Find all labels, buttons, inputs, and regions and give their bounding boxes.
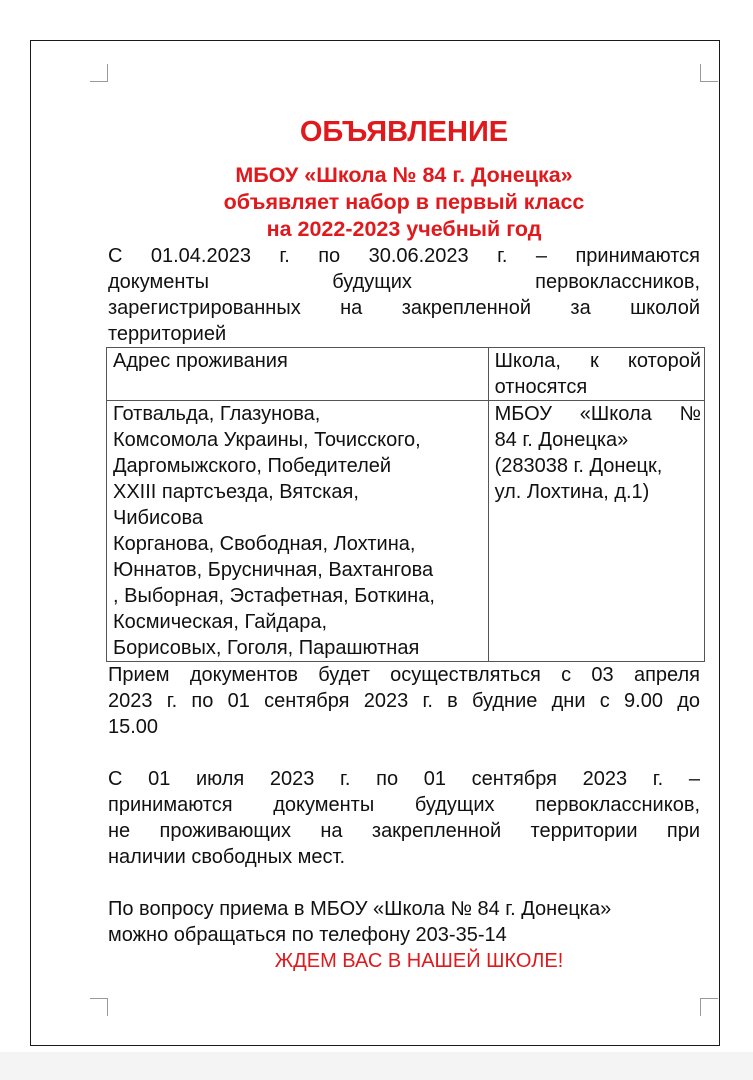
nonresident-paragraph (108, 766, 700, 870)
contact-paragraph (108, 896, 700, 948)
nonresident-line: наличии свободных мест. (108, 846, 346, 868)
table-row (107, 401, 705, 662)
street-line: Борисовых, Гоголя, Парашютная (113, 637, 420, 659)
street-line: Комсомола Украины, Точисского, (113, 429, 421, 451)
intro-line: зарегистрированных на закрепленной за школой (108, 297, 700, 319)
intro-line: территорией (108, 323, 227, 345)
street-line: Корганова, Свободная, Лохтина, (113, 533, 416, 555)
school-line: 84 г. Донецка» (494, 429, 629, 451)
announcement-subtitle (108, 162, 700, 243)
header-school (488, 348, 704, 401)
intro-paragraph (108, 243, 700, 347)
nonresident-line: С 01 июля 2023 г. по 01 сентября 2023 г. – (108, 768, 700, 790)
subtitle-line: МБОУ «Школа № 84 г. Донецка» (235, 163, 573, 187)
reception-line: 2023 г. по 01 сентября 2023 г. в будние дни с 9.00 до (108, 690, 700, 712)
contact-line: можно обращаться по телефону 203-35-14 (108, 924, 507, 946)
street-line: Чибисова (113, 507, 203, 529)
margin-mark-top-right (700, 64, 718, 82)
school-line: (283038 г. Донецк, (494, 455, 663, 477)
street-line: Юннатов, Брусничная, Вахтангова (113, 559, 434, 581)
margin-mark-bottom-right (700, 998, 718, 1016)
intro-line: документы будущих первоклассников, (108, 271, 700, 293)
street-line: , Выборная, Эстафетная, Боткина, (113, 585, 435, 607)
header-address-label: Адрес проживания (113, 350, 288, 372)
address-table (106, 347, 705, 662)
subtitle-line: на 2022-2023 учебный год (266, 217, 542, 241)
reception-line: 15.00 (108, 716, 159, 738)
street-line: Космическая, Гайдара, (113, 611, 328, 633)
document-content (108, 112, 700, 974)
header-school-line: относятся (494, 376, 588, 398)
streets-cell (107, 401, 489, 662)
nonresident-line: принимаются документы будущих первоклассников, (108, 794, 700, 816)
reception-line: Прием документов будет осуществляться с 03 апреля (108, 664, 700, 686)
paragraph-gap (108, 870, 700, 896)
header-school-line: Школа, к которой (494, 350, 701, 372)
margin-mark-top-left (90, 64, 108, 82)
closing-slogan: ЖДЕМ ВАС В НАШЕЙ ШКОЛЕ! (274, 950, 564, 972)
intro-line: С 01.04.2023 г. по 30.06.2023 г. – принимаются (108, 245, 700, 267)
paragraph-gap (108, 740, 700, 766)
bottom-strip (0, 1052, 753, 1080)
reception-paragraph (108, 662, 700, 740)
school-cell (488, 401, 704, 662)
subtitle-line: объявляет набор в первый класс (223, 190, 585, 214)
header-address (107, 348, 489, 401)
street-line: Готвальда, Глазунова, (113, 403, 321, 425)
street-line: XXIII партсъезда, Вятская, (113, 481, 359, 503)
nonresident-line: не проживающих на закрепленной территории при (108, 820, 700, 842)
table-header-row (107, 348, 705, 401)
contact-line: По вопросу приема в МБОУ «Школа № 84 г. Донецка» (108, 898, 612, 920)
margin-mark-bottom-left (90, 998, 108, 1016)
street-line: Даргомыжского, Победителей (113, 455, 392, 477)
school-line: ул. Лохтина, д.1) (494, 481, 650, 503)
school-line: МБОУ «Школа № (494, 403, 701, 425)
announcement-title: ОБЪЯВЛЕНИЕ (299, 116, 509, 148)
